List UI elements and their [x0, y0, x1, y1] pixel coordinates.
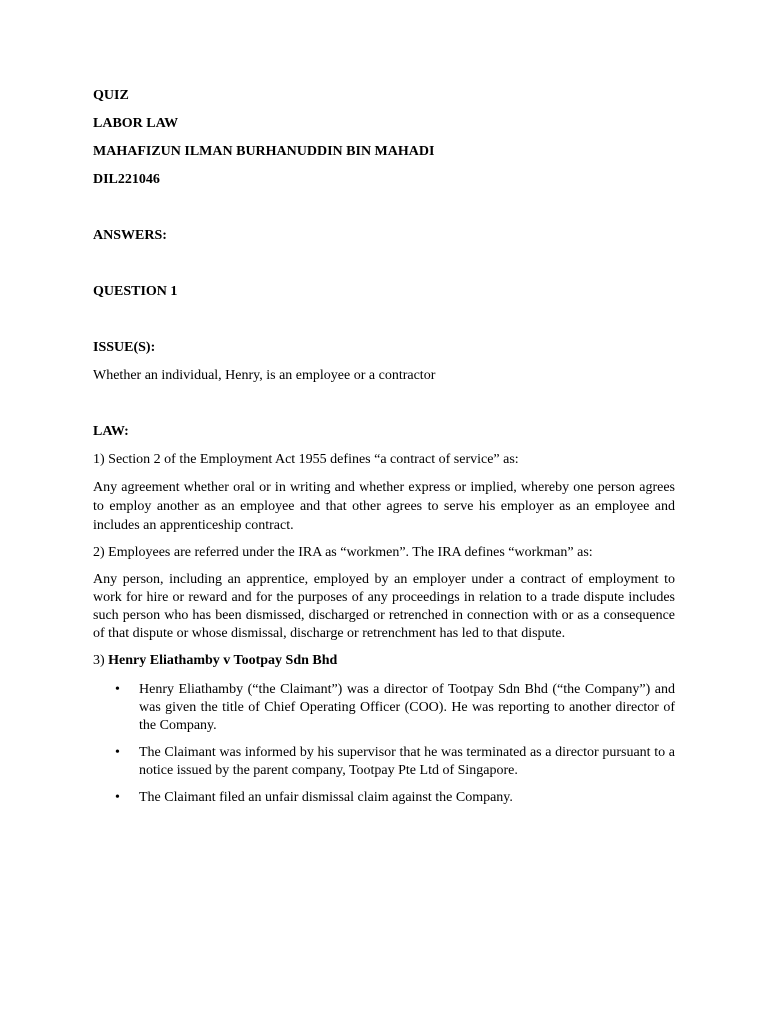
- law-point-2-quote: Any person, including an apprentice, employed by an employer under a contract of employment to work for hire or reward and for the purposes of any proceedings in relation to a trade dispute includes such person who has been dismissed, discharged or retrenched in connection with or as a consequence of that dispute or whose dismissal, discharge or retrenchment has led to that dispute.: [93, 572, 675, 641]
- student-name: MAHAFIZUN ILMAN BURHANUDDIN BIN MAHADI: [93, 144, 435, 159]
- question-heading: QUESTION 1: [93, 284, 178, 299]
- law-point-2-intro: 2) Employees are referred under the IRA as “workmen”. The IRA defines “workman” as:: [93, 545, 593, 560]
- list-item-text: The Claimant filed an unfair dismissal claim against the Company.: [139, 790, 513, 805]
- list-item-text: Henry Eliathamby (“the Claimant”) was a director of Tootpay Sdn Bhd (“the Company”) and was given the title of Chief Operating Officer (COO). He was reporting to another director of the Company.: [139, 682, 675, 733]
- issue-text: Whether an individual, Henry, is an employee or a contractor: [93, 368, 436, 383]
- quiz-label: QUIZ: [93, 88, 129, 103]
- student-id: DIL221046: [93, 172, 160, 187]
- law-point-1-intro: 1) Section 2 of the Employment Act 1955 defines “a contract of service” as:: [93, 452, 519, 467]
- bullet-icon: •: [115, 790, 120, 805]
- answers-heading: ANSWERS:: [93, 228, 167, 243]
- law-point-3-case-name: Henry Eliathamby v Tootpay Sdn Bhd: [108, 653, 338, 668]
- document-page: [93, 86, 675, 816]
- list-item: [93, 681, 675, 735]
- case-facts-list: [93, 681, 675, 807]
- law-heading: LAW:: [93, 424, 129, 439]
- law-point-1-quote: Any agreement whether oral or in writing and whether express or implied, whereby one person agrees to employ another as an employee and that other agrees to serve his employer as an employee and includes an apprenticeship contract.: [93, 480, 675, 533]
- list-item: [93, 789, 675, 807]
- subject-label: LABOR LAW: [93, 116, 179, 131]
- law-point-3-number: 3): [93, 653, 105, 668]
- law-point-3-heading: [93, 651, 675, 671]
- bullet-icon: •: [115, 682, 120, 697]
- list-item-text: The Claimant was informed by his supervisor that he was terminated as a director pursuant to a notice issued by the parent company, Tootpay Pte Ltd of Singapore.: [139, 745, 675, 778]
- list-item: [93, 744, 675, 780]
- issue-heading: ISSUE(S):: [93, 340, 156, 355]
- bullet-icon: •: [115, 745, 120, 760]
